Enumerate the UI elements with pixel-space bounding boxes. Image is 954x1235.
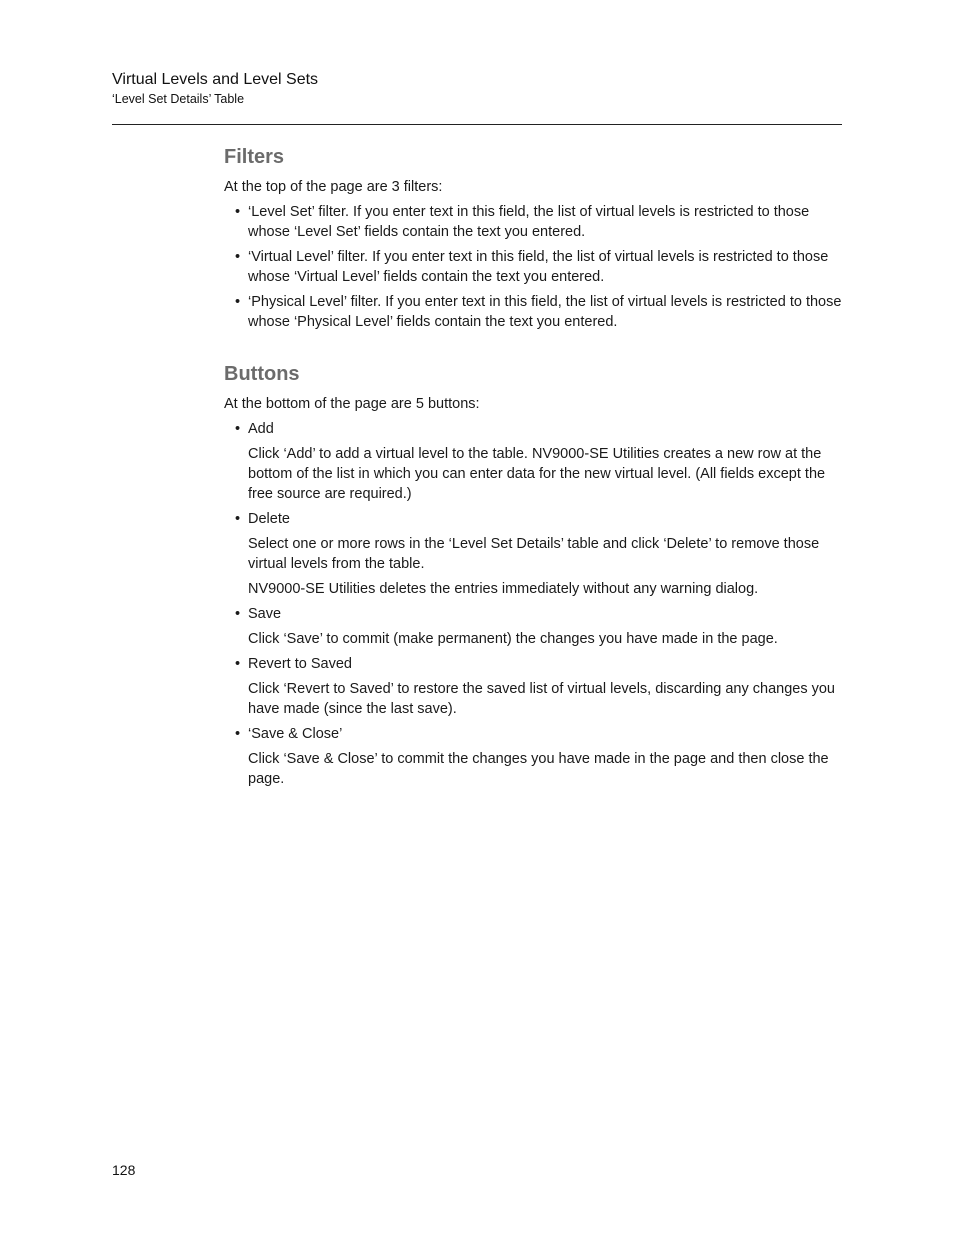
section-title: ‘Level Set Details’ Table	[112, 92, 245, 106]
bullet-icon: •	[235, 726, 241, 742]
button-name: ‘Save & Close’	[248, 726, 343, 742]
bullet-icon: •	[235, 249, 241, 265]
list-item	[224, 654, 844, 719]
button-description: NV9000-SE Utilities deletes the entries immediately without any warning dialog.	[248, 581, 759, 597]
filters-intro: At the top of the page are 3 filters:	[224, 179, 443, 195]
list-item	[224, 724, 844, 789]
filters-list	[224, 202, 844, 332]
button-name: Delete	[248, 511, 290, 527]
list-item	[224, 419, 844, 504]
bullet-icon: •	[235, 511, 241, 527]
button-description: Click ‘Save & Close’ to commit the changes you have made in the page and then close the page.	[248, 751, 829, 787]
running-header	[112, 70, 842, 107]
list-item	[224, 247, 844, 287]
button-name: Revert to Saved	[248, 656, 352, 672]
chapter-title: Virtual Levels and Level Sets	[112, 71, 319, 88]
filter-description: ‘Level Set’ filter. If you enter text in this field, the list of virtual levels is restricted to those whose ‘Level Set’ fields contain the text you entered.	[248, 204, 810, 240]
buttons-section	[224, 361, 844, 789]
button-description: Select one or more rows in the ‘Level Set Details’ table and click ‘Delete’ to remove those virtual levels from the table.	[248, 536, 820, 572]
bullet-icon: •	[235, 421, 241, 437]
filter-description: ‘Physical Level’ filter. If you enter text in this field, the list of virtual levels is restricted to those whose ‘Physical Level’ fields contain the text you entered.	[248, 294, 842, 330]
bullet-icon: •	[235, 606, 241, 622]
button-description: Click ‘Add’ to add a virtual level to the table. NV9000-SE Utilities creates a new row at the bottom of the list in which you can enter data for the new virtual level. (All fields except the free source are required.)	[248, 446, 826, 502]
buttons-list	[224, 419, 844, 789]
filters-section	[224, 144, 844, 332]
list-item	[224, 202, 844, 242]
filters-heading: Filters	[224, 146, 285, 168]
buttons-intro: At the bottom of the page are 5 buttons:	[224, 396, 480, 412]
header-divider	[112, 124, 842, 125]
button-name: Save	[248, 606, 282, 622]
bullet-icon: •	[235, 204, 241, 220]
main-content	[224, 144, 844, 794]
list-item	[224, 509, 844, 599]
filter-description: ‘Virtual Level’ filter. If you enter text in this field, the list of virtual levels is restricted to those whose ‘Virtual Level’ fields contain the text you entered.	[248, 249, 829, 285]
bullet-icon: •	[235, 656, 241, 672]
list-item	[224, 292, 844, 332]
button-name: Add	[248, 421, 274, 437]
button-description: Click ‘Save’ to commit (make permanent) the changes you have made in the page.	[248, 631, 778, 647]
button-description: Click ‘Revert to Saved’ to restore the saved list of virtual levels, discarding any changes you have made (since the last save).	[248, 681, 835, 717]
page-number: 128	[112, 1162, 136, 1178]
list-item	[224, 604, 844, 649]
buttons-heading: Buttons	[224, 363, 300, 385]
bullet-icon: •	[235, 294, 241, 310]
